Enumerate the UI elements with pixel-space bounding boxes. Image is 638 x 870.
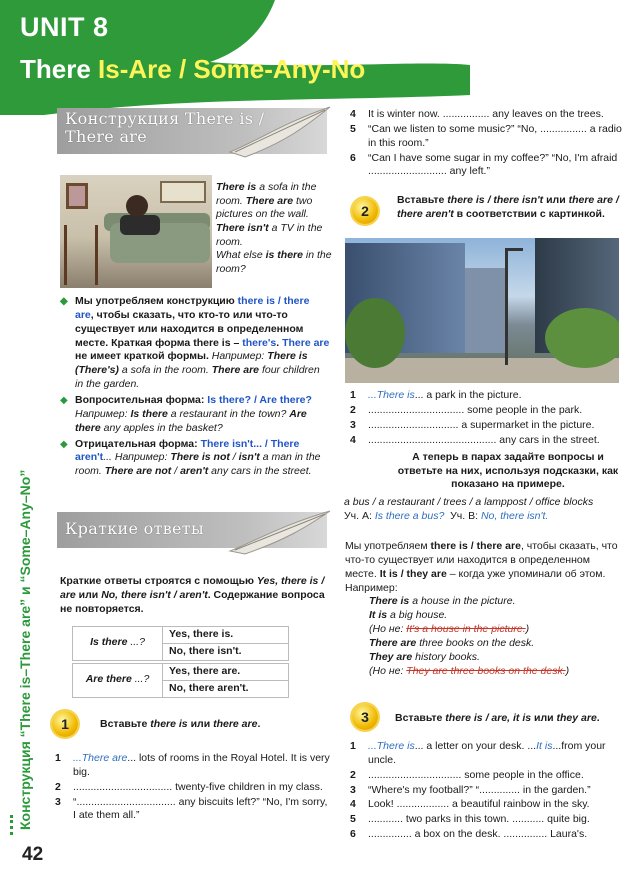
section-header-short-answers: Краткие ответы <box>57 512 327 548</box>
yes-answer: Yes, there are. <box>163 664 289 681</box>
section-header-construction: Конструкция There is / There are <box>57 108 327 154</box>
no-answer: No, there aren't. <box>163 680 289 697</box>
exercise-1-list <box>55 752 330 824</box>
rules-list <box>60 295 330 481</box>
it-is-note: Мы употребляем there is / there are, чтобы сказать, что что-то существует или находится в определенном месте. It is / they are – когда уже упоминали об этом. Например: There is a house in the picture. It is a big house. (Но не: It's a house in the picture.) There are three books on the desk. They are history books. (Но не: They are three books on the desk.) <box>345 540 618 677</box>
list-item: 1 ...There is... a letter on your desk. ...It is...from your uncle. <box>350 740 606 766</box>
hints-list: a bus / a restaurant / trees / a lamppost / office blocks <box>344 496 594 508</box>
short-answers-text: Краткие ответы строятся с помощью Yes, there is / are или No, there isn't / aren't. Содержание вопроса не повторяется. <box>60 575 325 615</box>
pairs-instruction: А теперь в парах задайте вопросы и ответьте на них, используя подсказки, как показано на примере. <box>397 451 619 491</box>
exercise-1-title: Вставьте there is или there are. <box>100 718 261 730</box>
exercise-2-list <box>350 389 622 448</box>
list-item: 3 ............................... a supermarket in the picture. <box>350 418 595 431</box>
exercise-1-badge: 1 <box>52 711 78 737</box>
exercise-3-title: Вставьте there is / are, it is или they are. <box>395 712 600 724</box>
exercise-3-list <box>350 740 622 843</box>
unit-banner <box>0 0 470 115</box>
list-item: 1 ...There is... a park in the picture. <box>350 389 522 401</box>
question-cell: Is there ...? <box>73 627 163 661</box>
dotted-marker <box>10 815 13 835</box>
room-photo <box>60 175 212 288</box>
list-item: 2 ................................. some people in the park. <box>350 403 583 416</box>
list-item: 6 ............... a box on the desk. ............... Laura's. <box>350 828 588 841</box>
list-item: 6 “Can I have some sugar in my coffee?” “No, I'm afraid ........................... any left.” <box>350 151 618 178</box>
list-item: 5 ............ two parks in this town. ........... quite big. <box>350 813 590 826</box>
feather-icon <box>225 506 335 556</box>
rule-negative: ◆ Отрицательная форма: There isn't... / There aren't... Например: There is not / isn't a man in the room. There are not / aren't any cars in the street. <box>60 438 330 480</box>
list-item: 3 “.................................. any biscuits left?” “No, I'm sorry, I ate them all.” <box>55 795 328 822</box>
no-answer: No, there isn't. <box>163 643 289 660</box>
exercise-3-badge: 3 <box>352 704 378 730</box>
exercise-1-list-cont <box>350 108 622 180</box>
list-item: 4 It is winter now. ................ any leaves on the trees. <box>350 108 604 120</box>
dialogue-example: Уч. А: Is there a bus? Уч. В: No, there isn't. <box>344 509 549 522</box>
exercise-2-badge: 2 <box>352 198 378 224</box>
list-item: 4 ............................................ any cars in the street. <box>350 433 600 446</box>
list-item: 4 Look! .................. a beautiful rainbow in the sky. <box>350 798 590 811</box>
side-chapter-label: Конструкция “There is–There are” и “Some–Any–No” <box>17 469 33 830</box>
unit-topic: There Is-Are / Some-Any-No <box>20 54 366 84</box>
list-item: 3 “Where's my football?” “.............. in the garden.” <box>350 783 591 796</box>
short-answers-table-are <box>72 663 289 698</box>
feather-icon <box>225 102 335 162</box>
hints-block <box>344 496 624 524</box>
rule-affirmative: ◆ Мы употребляем конструкцию there is / there are, чтобы сказать, что кто-то или что-то существует или находится в определенном месте. Краткая форма there is – there's. There are не имеет краткой формы. Например: There is (There's) a sofa in the room. There are four children in the garden. <box>60 295 330 392</box>
intro-text: There is a sofa in the room. There are two pictures on the wall. There isn't a TV in the room. What else is there in the room? <box>216 181 332 275</box>
page-number: 42 <box>22 844 44 865</box>
unit-number: UNIT 8 <box>20 12 109 42</box>
city-park-photo <box>345 238 619 383</box>
rule-question: ◆ Вопросительная форма: Is there? / Are there? Например: Is there a restaurant in the town? Are there any apples in the basket? <box>60 394 330 436</box>
question-cell: Are there ...? <box>73 664 163 698</box>
yes-answer: Yes, there is. <box>163 627 289 644</box>
short-answers-table-is <box>72 626 289 661</box>
list-item: 2 .................................. twenty-five children in my class. <box>55 780 323 793</box>
list-item: 1 ...There are... lots of rooms in the Royal Hotel. It is very big. <box>55 752 330 778</box>
list-item: 2 ................................ some people in the office. <box>350 768 584 781</box>
list-item: 5 “Can we listen to some music?” “No, ................ a radio in this room.” <box>350 122 622 149</box>
exercise-2-title: Вставьте there is / there isn't или there are / there aren't в соответствии с картинкой. <box>397 194 619 220</box>
